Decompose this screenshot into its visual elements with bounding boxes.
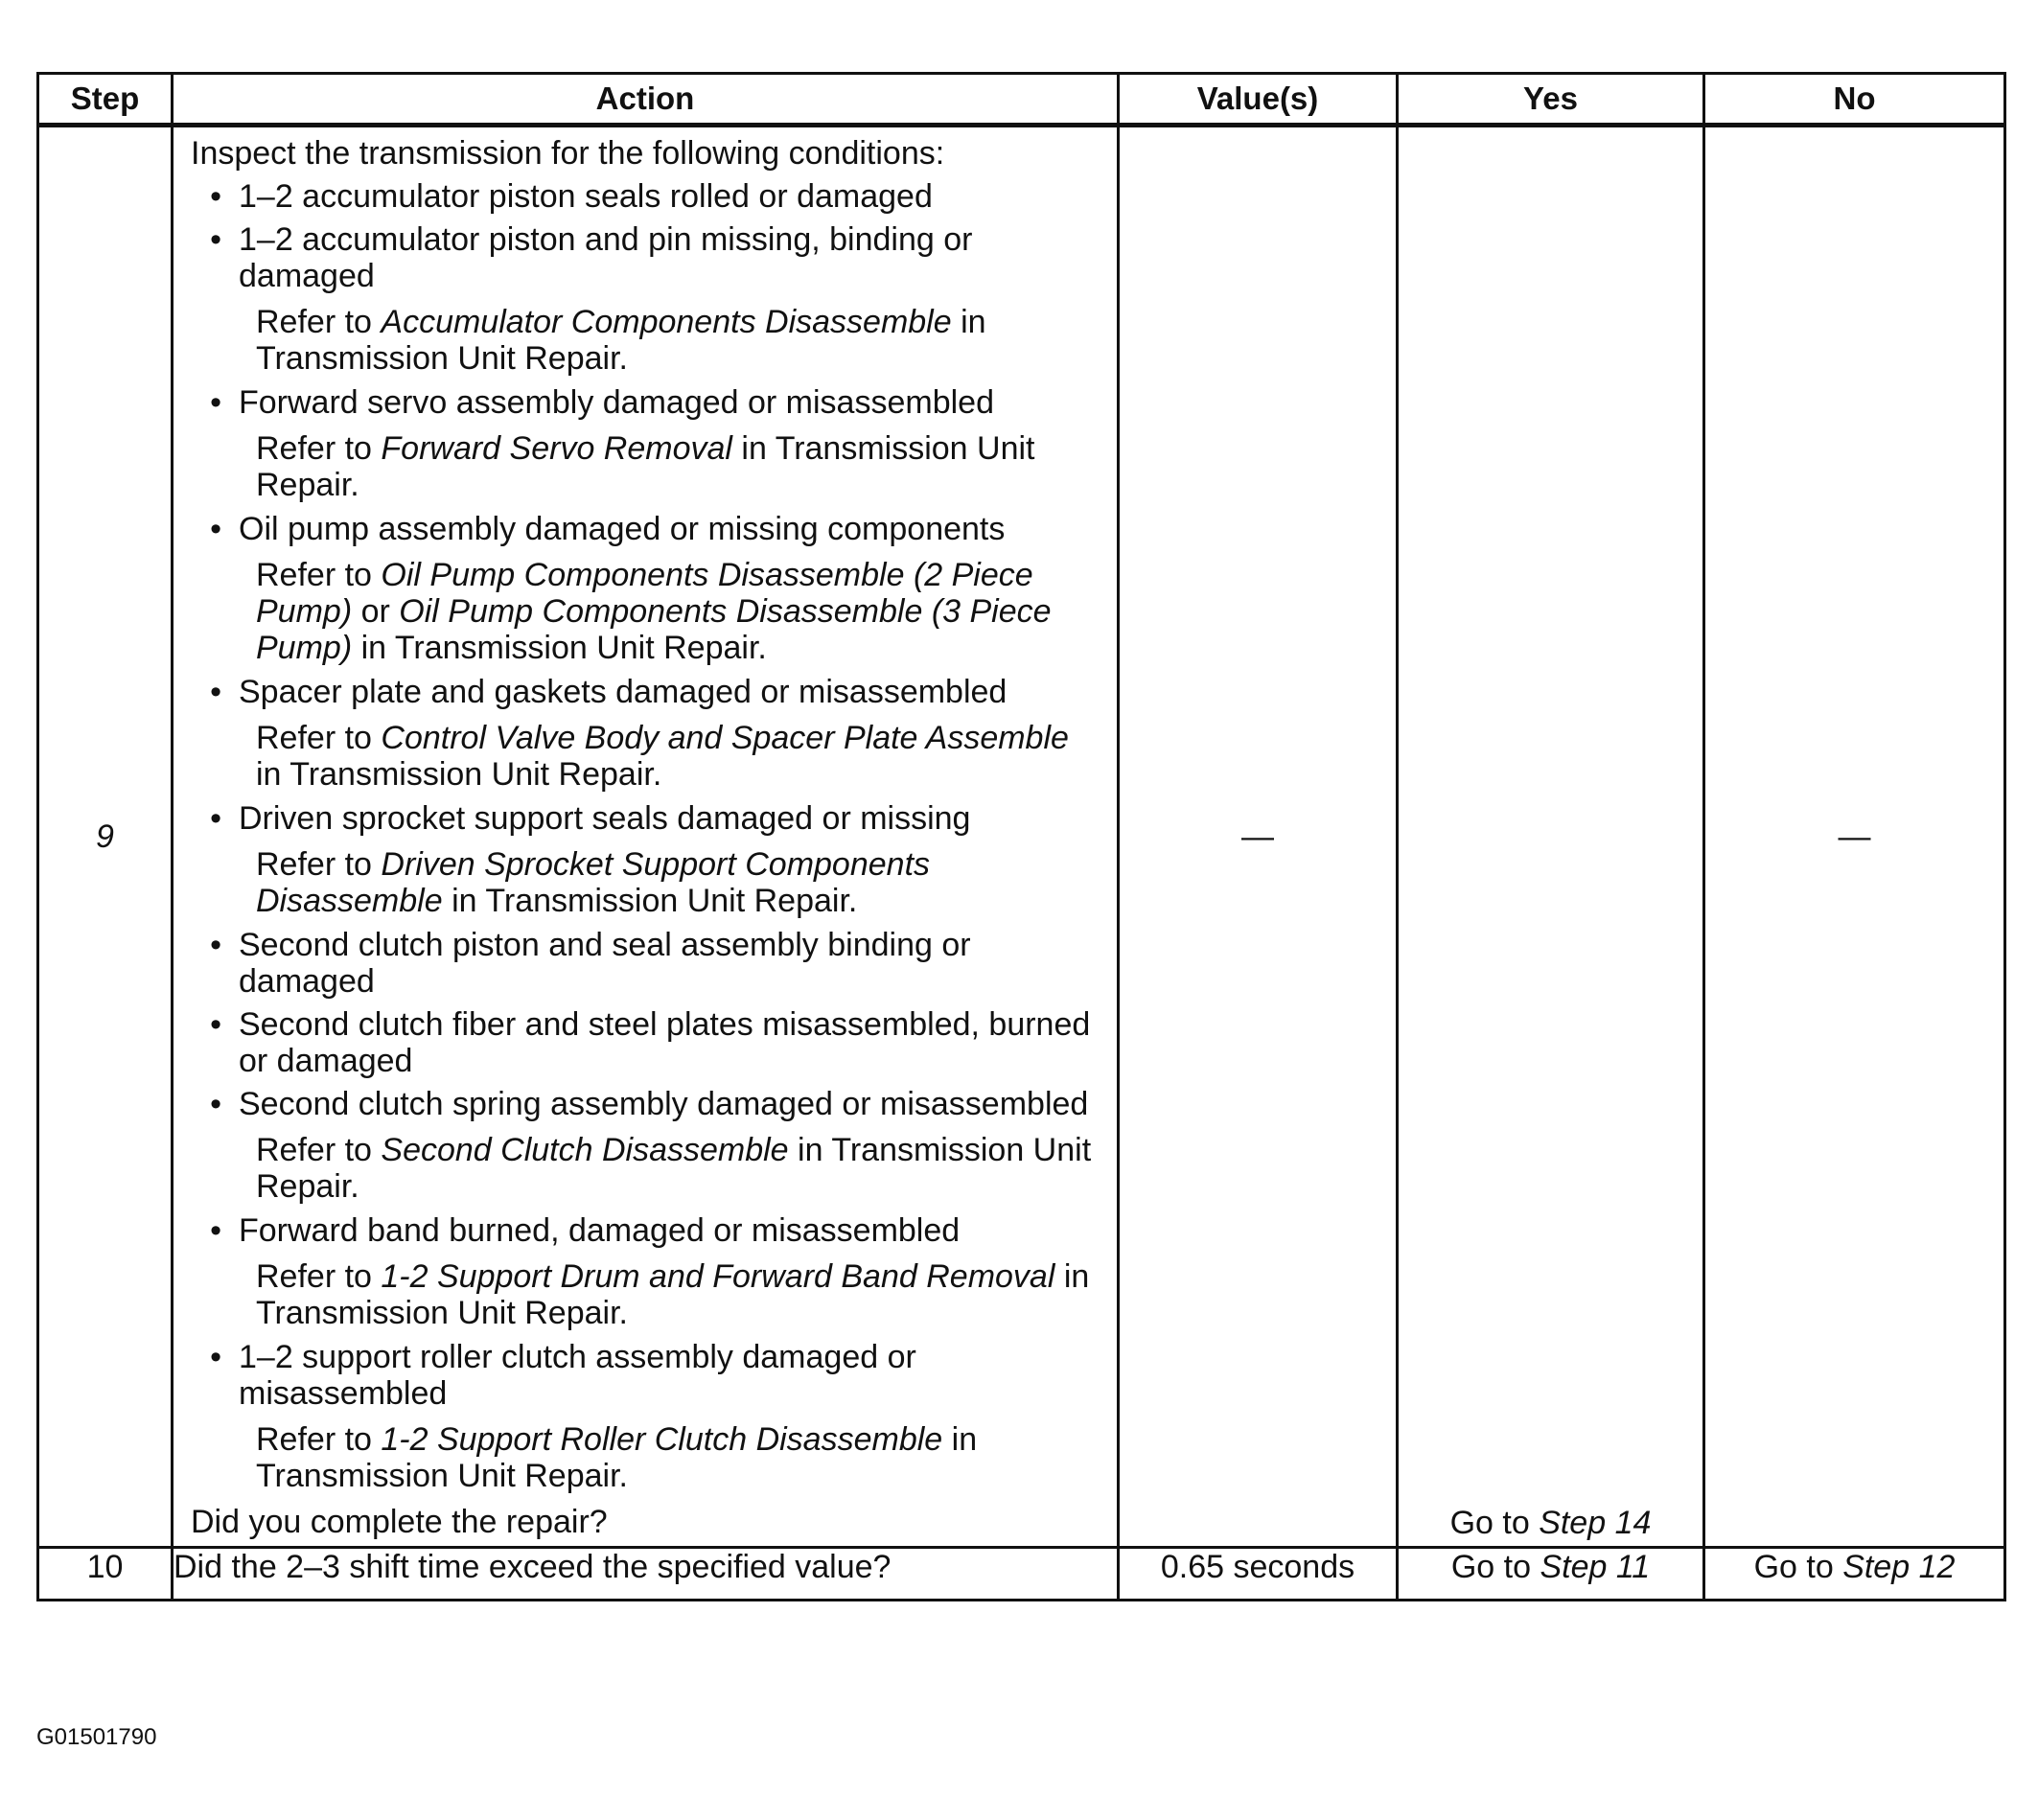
step-number: 9: [38, 126, 173, 1548]
header-step: Step: [38, 74, 173, 126]
condition-text: Forward servo assembly damaged or misassembled: [239, 384, 994, 421]
yes-goto: [1399, 1505, 1702, 1542]
condition-text: Oil pump assembly damaged or missing components: [239, 511, 1006, 547]
bullet-icon: •: [210, 1339, 221, 1375]
condition-text: 1–2 accumulator piston and pin missing, binding or damaged: [239, 221, 973, 294]
condition-text: 1–2 accumulator piston seals rolled or damaged: [239, 178, 933, 215]
list-item: [191, 1339, 1100, 1412]
list-item: [191, 927, 1100, 1000]
bullet-icon: •: [210, 674, 221, 710]
condition-text: Second clutch spring assembly damaged or misassembled: [239, 1086, 1089, 1122]
yes-cell: [1398, 1548, 1704, 1601]
yes-cell: [1398, 126, 1704, 1548]
reference-prefix: Refer to: [256, 430, 382, 467]
reference-prefix: Refer to: [256, 1421, 382, 1458]
no-cell: [1704, 1548, 2005, 1601]
list-item: [191, 800, 1100, 837]
table-row-step-10: [38, 1548, 2005, 1601]
reference-suffix: in Transmission Unit Repair.: [352, 630, 767, 666]
list-item: [191, 1006, 1100, 1079]
reference-note: [256, 304, 1100, 377]
reference-suffix: in Transmission Unit Repair.: [256, 304, 986, 377]
reference-title-alt: Oil Pump Components Disassemble (3 Piece Pump): [256, 593, 1052, 666]
condition-text: Second clutch fiber and steel plates misassembled, burned or damaged: [239, 1006, 1091, 1079]
header-no: No: [1704, 74, 2005, 126]
reference-note: [256, 1258, 1100, 1331]
reference-prefix: Refer to: [256, 720, 382, 756]
reference-title: 1-2 Support Roller Clutch Disassemble: [381, 1421, 943, 1458]
reference-prefix: Refer to: [256, 1258, 382, 1295]
bullet-icon: •: [210, 1086, 221, 1122]
reference-suffix: in Transmission Unit Repair.: [442, 883, 858, 919]
reference-title: Driven Sprocket Support Components Disassemble: [256, 846, 931, 919]
header-values: Value(s): [1119, 74, 1398, 126]
reference-prefix: Refer to: [256, 846, 382, 883]
reference-title: Second Clutch Disassemble: [381, 1132, 789, 1168]
action-cell: [173, 126, 1119, 1548]
diagnostic-table: [36, 72, 2006, 1601]
reference-note: [256, 1132, 1100, 1205]
condition-text: Driven sprocket support seals damaged or missing: [239, 800, 971, 837]
bullet-icon: •: [210, 221, 221, 258]
goto-step-link[interactable]: Step 11: [1540, 1549, 1651, 1585]
reference-note: [256, 720, 1100, 793]
condition-text: 1–2 support roller clutch assembly damaged or misassembled: [239, 1339, 916, 1412]
values-cell: —: [1119, 126, 1398, 1548]
action-intro: Inspect the transmission for the following conditions:: [191, 135, 945, 172]
reference-suffix: in Transmission Unit Repair.: [256, 430, 1035, 503]
bullet-icon: •: [210, 511, 221, 547]
goto-prefix: Go to: [1753, 1549, 1843, 1585]
list-item: [191, 1086, 1100, 1122]
repair-question: Did you complete the repair?: [191, 1504, 608, 1540]
header-yes: Yes: [1398, 74, 1704, 126]
condition-text: Forward band burned, damaged or misassembled: [239, 1212, 961, 1249]
list-item: [191, 178, 1100, 215]
figure-id: G01501790: [36, 1724, 157, 1750]
bullet-icon: •: [210, 800, 221, 837]
list-item: [191, 384, 1100, 421]
table-row-step-9: [38, 126, 2005, 1548]
step-number: 10: [38, 1548, 173, 1601]
bullet-icon: •: [210, 1006, 221, 1043]
reference-prefix: Refer to: [256, 304, 382, 340]
bullet-icon: •: [210, 178, 221, 215]
goto-step-link[interactable]: Step 14: [1539, 1505, 1652, 1541]
reference-suffix: in Transmission Unit Repair.: [256, 1258, 1090, 1331]
bullet-icon: •: [210, 1212, 221, 1249]
reference-prefix: Refer to: [256, 557, 382, 593]
header-action: Action: [173, 74, 1119, 126]
reference-conjunction: or: [352, 593, 400, 630]
reference-title: Control Valve Body and Spacer Plate Assemble: [381, 720, 1069, 756]
reference-note: [256, 557, 1100, 666]
reference-suffix: in Transmission Unit Repair.: [256, 756, 662, 793]
goto-step-link[interactable]: Step 12: [1842, 1549, 1956, 1585]
values-cell: 0.65 seconds: [1119, 1548, 1398, 1601]
reference-title: Accumulator Components Disassemble: [381, 304, 952, 340]
header-row: [38, 74, 2005, 126]
list-item: [191, 674, 1100, 710]
condition-text: Spacer plate and gaskets damaged or misassembled: [239, 674, 1007, 710]
list-item: [191, 1212, 1100, 1249]
reference-suffix: in Transmission Unit Repair.: [256, 1421, 978, 1494]
bullet-icon: •: [210, 384, 221, 421]
list-item: [191, 511, 1100, 547]
reference-note: [256, 846, 1100, 919]
condition-text: Second clutch piston and seal assembly binding or damaged: [239, 927, 971, 1000]
reference-prefix: Refer to: [256, 1132, 382, 1168]
reference-title: Forward Servo Removal: [381, 430, 732, 467]
no-cell: —: [1704, 126, 2005, 1548]
reference-title: Oil Pump Components Disassemble (2 Piece Pump): [256, 557, 1033, 630]
reference-title: 1-2 Support Drum and Forward Band Removal: [381, 1258, 1055, 1295]
action-cell: Did the 2–3 shift time exceed the specified value?: [173, 1548, 1119, 1601]
goto-prefix: Go to: [1449, 1505, 1540, 1541]
reference-suffix: in Transmission Unit Repair.: [256, 1132, 1092, 1205]
list-item: [191, 221, 1100, 294]
reference-note: [256, 430, 1100, 503]
goto-prefix: Go to: [1450, 1549, 1540, 1585]
reference-note: [256, 1421, 1100, 1494]
bullet-icon: •: [210, 927, 221, 963]
